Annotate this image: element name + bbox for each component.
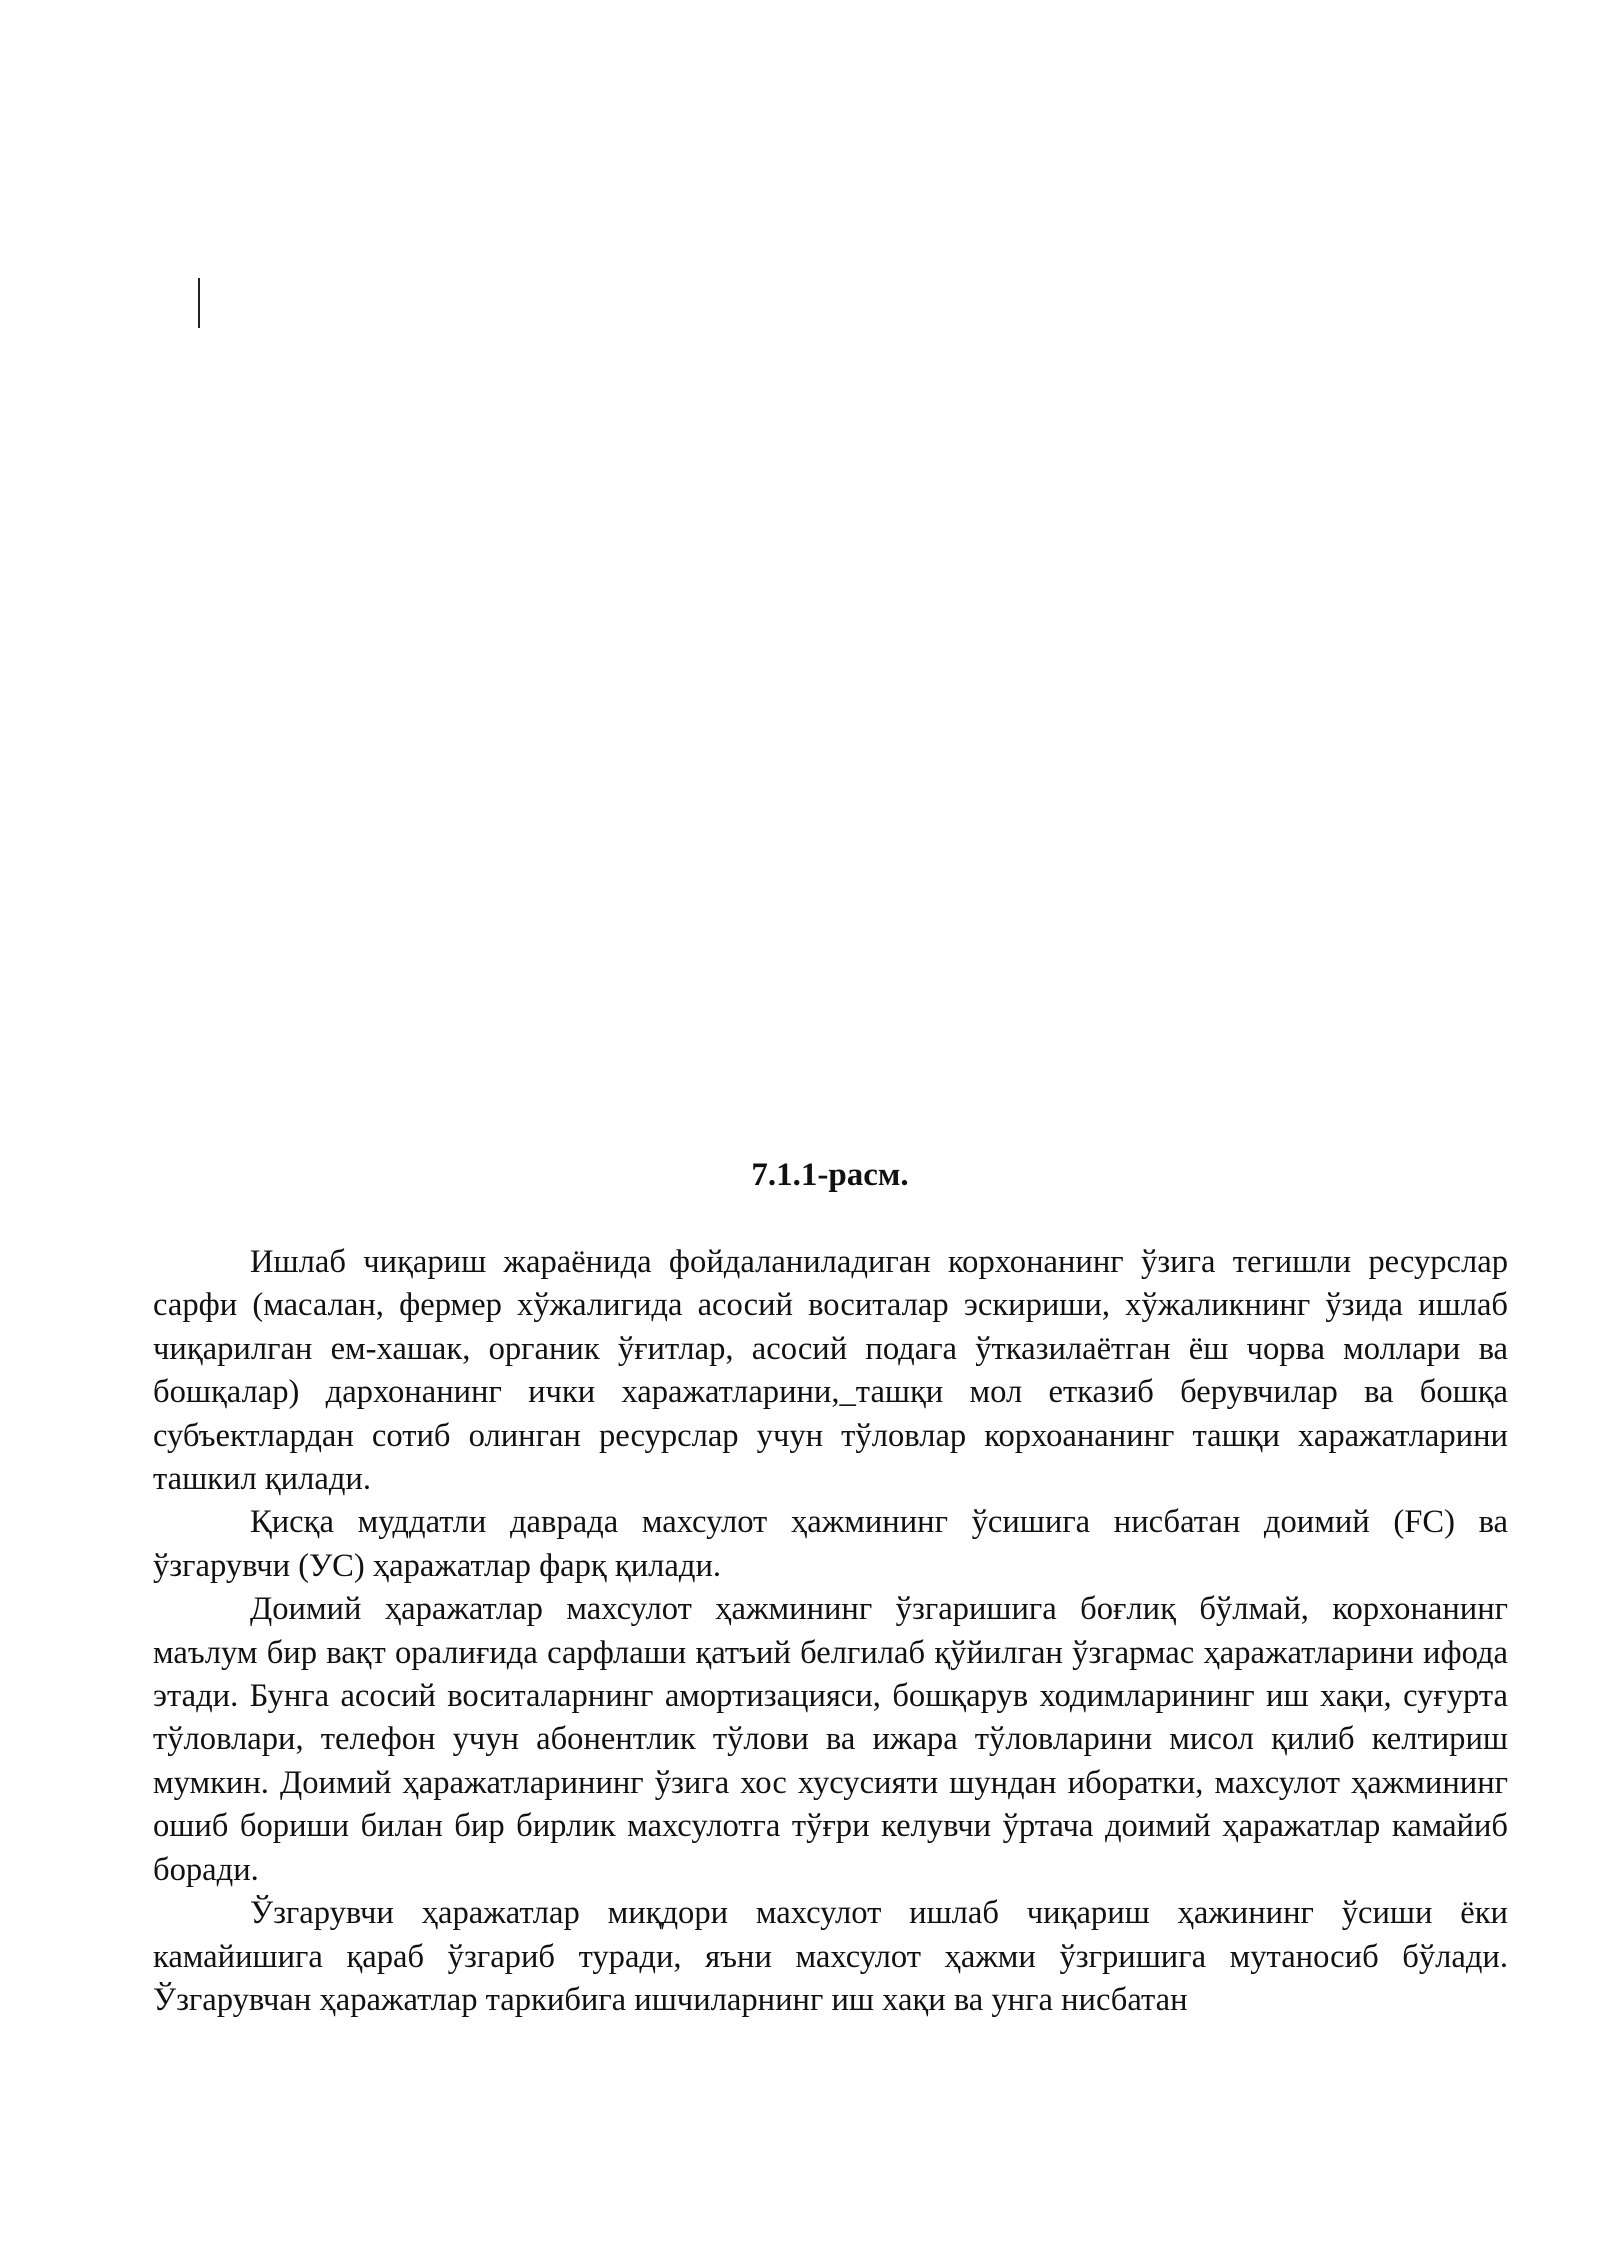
paragraph-fixed-costs: Доимий ҳаражатлар махсулот ҳажмининг ўзгаришига боғлиқ бўлмай, корхонанинг маълум бир вақт оралиғида сарфлаши қатъий белгилаб қўйилган ўзгармас ҳаражатларини ифода этади. Бунга асосий воситаларнинг амортизацияси, бошқарув ходимларининг иш хақи, суғурта тўловлари, телефон учун абонентлик тўлови ва ижара тўловларини мисол қилиб келтириш мумкин. Доимий ҳаражатларининг ўзига хос хусусияти шундан иборатки, махсулот ҳажмининг ошиб бориши билан бир бирлик махсулотга тўғри келувчи ўртача доимий ҳаражатлар камайиб боради. (153, 1591, 1508, 1888)
figure-caption: 7.1.1-расм. (751, 1157, 909, 1193)
document-body (153, 1241, 1508, 2022)
text-cursor-mark (198, 278, 200, 328)
paragraph-variable-costs: Ўзгарувчи ҳаражатлар миқдори махсулот ишлаб чиқариш ҳажининг ўсиши ёки камайишига қараб ўзгариб туради, яъни махсулот ҳажми ўзгришига мутаносиб бўлади. Ўзгарувчан ҳаражатлар таркибига ишчиларнинг иш хақи ва унга нисбатан (153, 1895, 1508, 2018)
paragraph-internal-external-costs: Ишлаб чиқариш жараёнида фойдаланиладиган корхонанинг ўзига тегишли ресурслар сарфи (масалан, фермер хўжалигида асосий воситалар эскириши, хўжаликнинг ўзида ишлаб чиқарилган ем-хашак, органик ўғитлар, асосий подага ўтказилаётган ёш чорва моллари ва бошқалар) дархонанинг ички харажатларини,_ташқи мол етказиб берувчилар ва бошқа субъектлардан сотиб олинган ресурслар учун тўловлар корхоананинг ташқи харажатларини ташкил қилади. (153, 1244, 1508, 1498)
paragraph-fixed-variable-costs: Қисқа муддатли даврада махсулот ҳажмининг ўсишига нисбатан доимий (FC) ва ўзгарувчи (УС) ҳаражатлар фарқ қилади. (153, 1504, 1508, 1584)
